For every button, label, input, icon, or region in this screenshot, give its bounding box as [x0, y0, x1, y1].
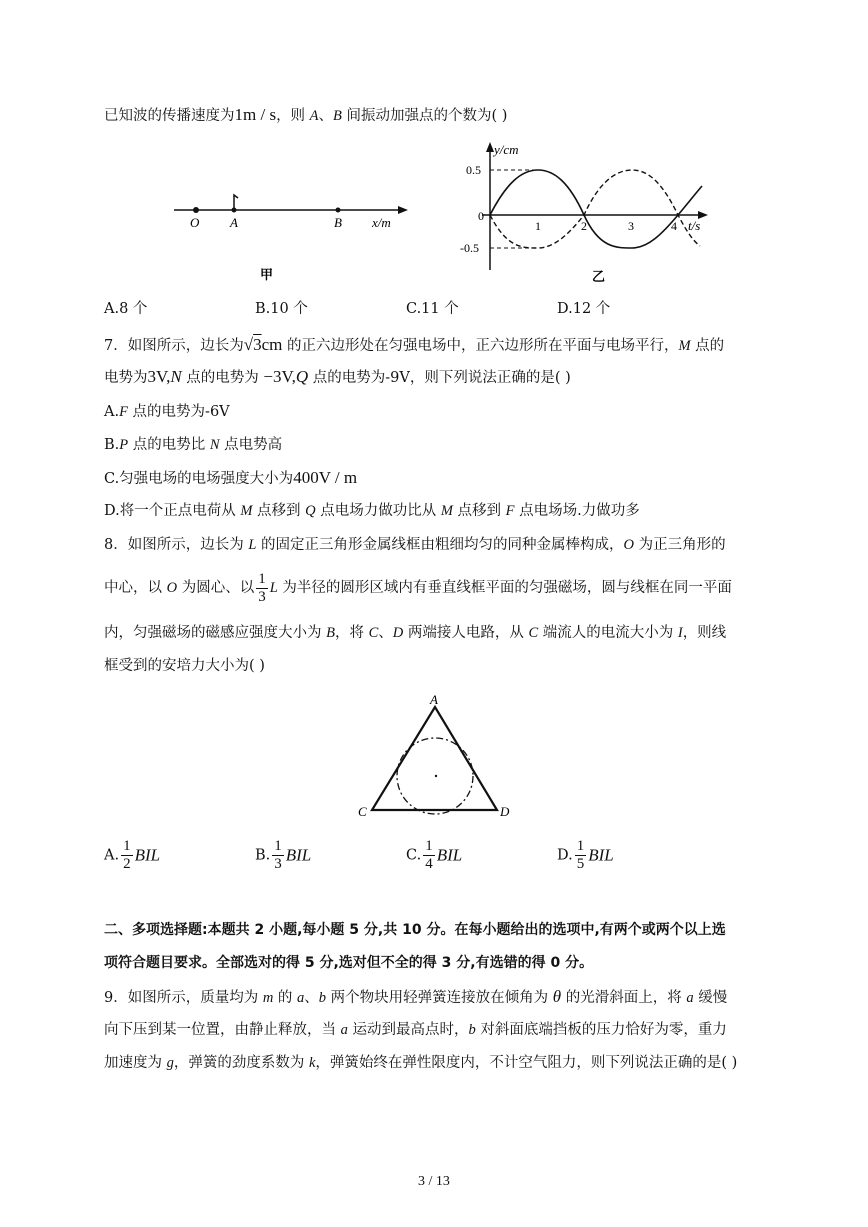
q6-option-b: B.10 个: [255, 301, 308, 317]
label-a: A: [230, 215, 238, 230]
q7-option-b: B.P 点的电势比 N 点电势高: [104, 437, 283, 453]
point-o-dot: [193, 207, 199, 213]
vertex-d: D: [500, 804, 510, 819]
caption-yi: 乙: [592, 270, 606, 285]
page-number: 3 / 13: [418, 1174, 450, 1189]
y-label: y/cm: [494, 142, 519, 157]
q7-stem-line2: 电势为3V,N 点的电势为 −3V,Q 点的电势为-9V，则下列说法正确的是( ): [104, 367, 571, 386]
q6-option-a: A.8 个: [104, 301, 148, 317]
axis-label: x/m: [372, 215, 391, 230]
triangle-figure: [352, 692, 522, 822]
q9-stem-line3: 加速度为 g，弹簧的劲度系数为 k，弹簧始终在弹性限度内，不计空气阻力，则下列说法正确的是( ): [104, 1055, 738, 1071]
label-b: B: [334, 215, 342, 230]
tick-0: 0: [478, 209, 484, 223]
figure-yi: [452, 138, 714, 288]
vertex-a: A: [430, 692, 438, 707]
q8-option-b: B. $\frac{1}{3}$ BIL: [255, 838, 312, 872]
tick-2: 2: [581, 219, 587, 233]
tick-4: 4: [671, 219, 677, 233]
q7-option-d: D.将一个正点电荷从 M 点移到 Q 点电场力做功比从 M 点移到 F 点电场场.力做功多: [104, 503, 640, 519]
section2-line1: 二、多项选择题:本题共 2 小题,每小题 5 分,共 10 分。在每小题给出的选项中,有两个或两个以上选: [104, 922, 726, 938]
q7-option-a: A.F 点的电势为-6V: [104, 404, 230, 420]
q6-stem: 已知波的传播速度为1m / s，则 A、B 间振动加强点的个数为( ): [104, 105, 508, 124]
q8-stem-line3: 内，匀强磁场的磁感应强度大小为 B，将 C、D 两端接人电路，从 C 端流人的电流大小为 I，则线: [104, 625, 727, 641]
q7-option-c: C.匀强电场的电场强度大小为400V / m: [104, 468, 358, 487]
y-axis-arrow: [486, 142, 494, 152]
t-label: t/s: [688, 218, 701, 233]
q8-stem-line1: 8．如图所示，边长为 L 的固定正三角形金属线框由粗细均匀的同种金属棒构成，O 为正三角形的: [104, 537, 726, 553]
tick-05: 0.5: [466, 163, 481, 177]
figure-jia: [168, 185, 418, 285]
caption-jia: 甲: [260, 268, 274, 283]
tick-3: 3: [628, 219, 634, 233]
point-b-dot: [336, 208, 341, 213]
q8-option-d: D. $\frac{1}{5}$ BIL: [557, 838, 614, 872]
vertex-c: C: [358, 804, 367, 819]
q8-stem-line4: 框受到的安培力大小为( ): [104, 658, 265, 674]
fraction-one-third: $\frac{1}{3}$: [258, 570, 266, 605]
x-axis-arrow: [398, 206, 408, 214]
q6-option-d: D.12 个: [557, 301, 611, 317]
q8-stem-line2: 中心，以 O 为圆心、以 $\frac{1}{3}$ L 为半径的圆形区域内有垂直线框平面的匀强磁场，圆与线框在同一平面: [104, 570, 732, 605]
label-o: O: [190, 215, 200, 230]
tick-neg05: -0.5: [460, 241, 479, 255]
q7-stem-line1: 7．如图所示，边长为√3cm 的正六边形处在匀强电场中，正六边形所在平面与电场平行，M 点的: [104, 335, 725, 354]
q9-stem-line1: 9．如图所示，质量均为 m 的 a、b 两个物块用轻弹簧连接放在倾角为 θ 的光滑斜面上，将 a 缓慢: [104, 987, 728, 1006]
q6-option-c: C.11 个: [406, 301, 459, 317]
source-mark: [234, 195, 238, 210]
q9-stem-line2: 向下压到某一位置，由静止释放，当 a 运动到最高点时，b 对斜面底端挡板的压力恰好为零，重力: [104, 1022, 727, 1038]
tick-1: 1: [535, 219, 541, 233]
q8-option-a: A. $\frac{1}{2}$ BIL: [104, 838, 161, 872]
section2-line2: 项符合题目要求。全部选对的得 5 分,选对但不全的得 3 分,有选错的得 0 分。: [104, 955, 594, 971]
triangle-frame: [372, 707, 497, 810]
solid-wave: [490, 170, 702, 248]
center-dot: [435, 775, 437, 777]
dashed-wave: [490, 170, 700, 248]
q8-option-c: C. $\frac{1}{4}$ BIL: [406, 838, 463, 872]
